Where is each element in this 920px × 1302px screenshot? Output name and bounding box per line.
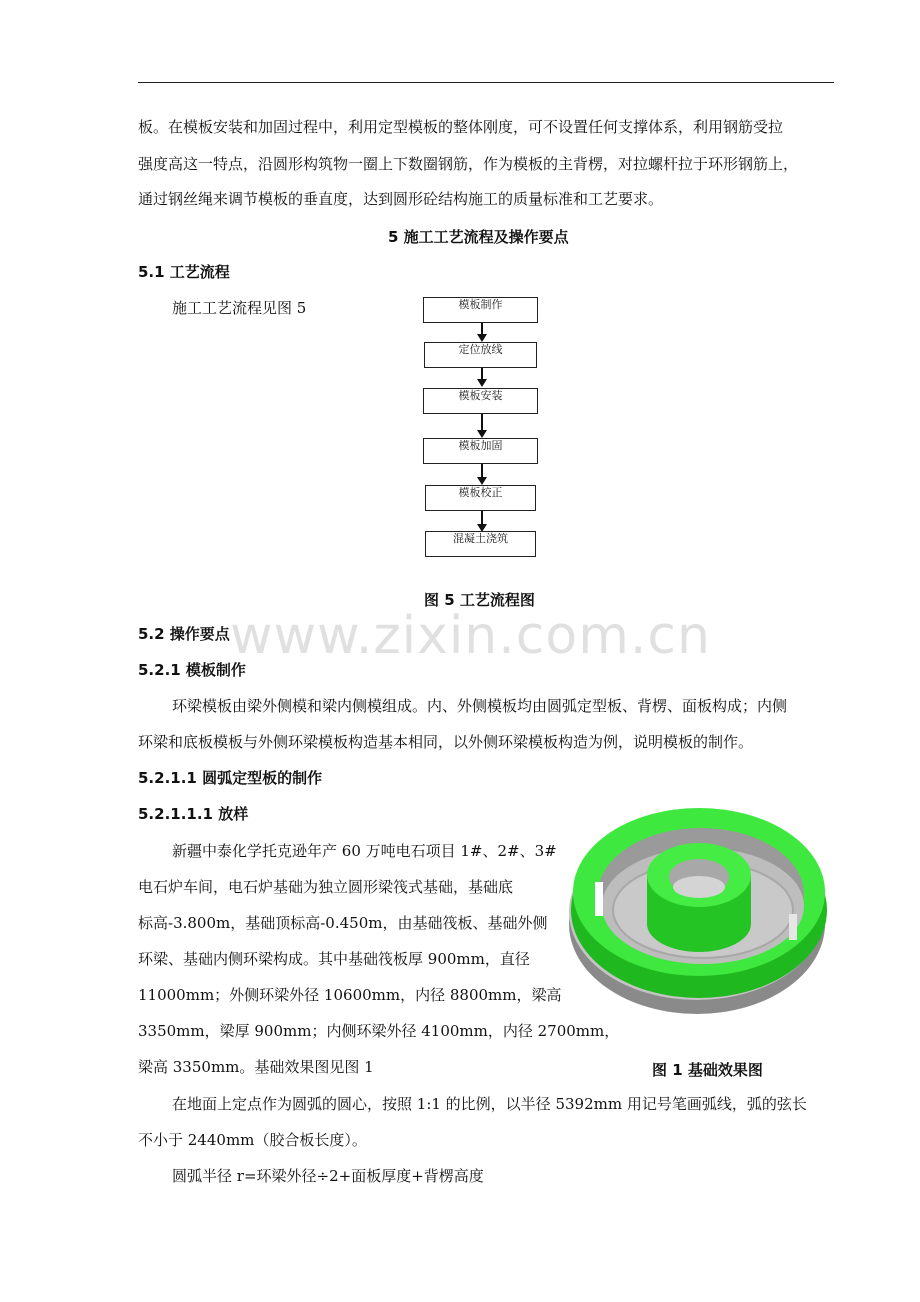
flow-arrowhead-4	[477, 477, 487, 485]
flow-step-4: 模板加固	[423, 438, 538, 464]
watermark: www.zixin.com.cn	[230, 606, 711, 666]
section-5-heading: 5 施工工艺流程及操作要点	[388, 228, 569, 246]
flow-step-3: 模板安装	[423, 388, 538, 414]
flow-arrowhead-3	[477, 430, 487, 438]
flow-arrowhead-1	[477, 334, 487, 342]
intro-line-1: 板。在模板安装和加固过程中，利用定型模板的整体刚度，可不设置任何支撑体系，利用钢筋受拉	[138, 118, 784, 136]
intro-line-2: 强度高这一特点，沿圆形构筑物一圈上下数圈钢筋，作为模板的主背楞，对拉螺杆拉于环形钢筋上，	[138, 155, 799, 173]
inner-ring-hole-floor	[673, 876, 725, 898]
flow-reference-text: 施工工艺流程见图 5	[172, 299, 307, 317]
flow-step-5: 模板校正	[425, 485, 536, 511]
flow-arrow-3	[481, 414, 483, 431]
notch-left	[595, 882, 603, 916]
flow-arrowhead-2	[477, 379, 487, 387]
foundation-line-2: 电石炉车间，电石炉基础为独立圆形梁筏式基础，基础底	[138, 878, 514, 896]
foundation-line-7: 梁高 3350mm。基础效果图见图 1	[138, 1058, 374, 1076]
section-5-2-heading: 5.2 操作要点	[138, 625, 230, 643]
arc-line-2: 不小于 2440mm（胶合板长度）。	[138, 1131, 367, 1149]
foundation-line-3: 标高-3.800m，基础顶标高-0.450m，由基础筏板、基础外侧	[138, 914, 548, 932]
arc-line-1: 在地面上定点作为圆弧的圆心，按照 1:1 的比例，以半径 5392mm 用记号笔画弧线，弧的弦长	[172, 1095, 807, 1113]
flow-arrow-5	[481, 511, 483, 525]
section-5-2-1-1-heading: 5.2.1.1 圆弧定型板的制作	[138, 769, 323, 787]
section-5-2-1-1-1-heading: 5.2.1.1.1 放样	[138, 805, 249, 823]
ring-beam-line-1: 环梁模板由梁外侧模和梁内侧模组成。内、外侧模板均由圆弧定型板、背楞、面板构成；内侧	[172, 697, 788, 715]
ring-beam-line-2: 环梁和底板模板与外侧环梁模板构造基本相同，以外侧环梁模板构造为例，说明模板的制作。	[138, 733, 754, 751]
foundation-line-1: 新疆中泰化学托克逊年产 60 万吨电石项目 1#、2#、3#	[172, 842, 557, 860]
flow-step-1: 模板制作	[423, 297, 538, 323]
foundation-rendering-figure	[567, 792, 832, 1027]
foundation-line-5: 11000mm；外侧环梁外径 10600mm，内径 8800mm，梁高	[138, 986, 562, 1004]
foundation-line-6: 3350mm，梁厚 900mm；内侧环梁外径 4100mm，内径 2700mm，	[138, 1022, 620, 1040]
notch-right	[789, 914, 797, 940]
flow-step-2: 定位放线	[424, 342, 537, 368]
section-5-1-heading: 5.1 工艺流程	[138, 263, 230, 281]
header-rule	[138, 82, 834, 83]
section-5-2-1-heading: 5.2.1 模板制作	[138, 661, 246, 679]
intro-line-3: 通过钢丝绳来调节模板的垂直度，达到圆形砼结构施工的质量标准和工艺要求。	[138, 190, 664, 208]
flow-step-6: 混凝土浇筑	[425, 531, 536, 557]
flow-arrow-4	[481, 464, 483, 478]
radius-formula: 圆弧半径 r=环梁外径÷2+面板厚度+背楞高度	[172, 1167, 484, 1185]
figure-5-caption: 图 5 工艺流程图	[424, 591, 535, 609]
foundation-line-4: 环梁、基础内侧环梁构成。其中基础筏板厚 900mm，直径	[138, 950, 530, 968]
figure-1-caption: 图 1 基础效果图	[652, 1061, 763, 1079]
